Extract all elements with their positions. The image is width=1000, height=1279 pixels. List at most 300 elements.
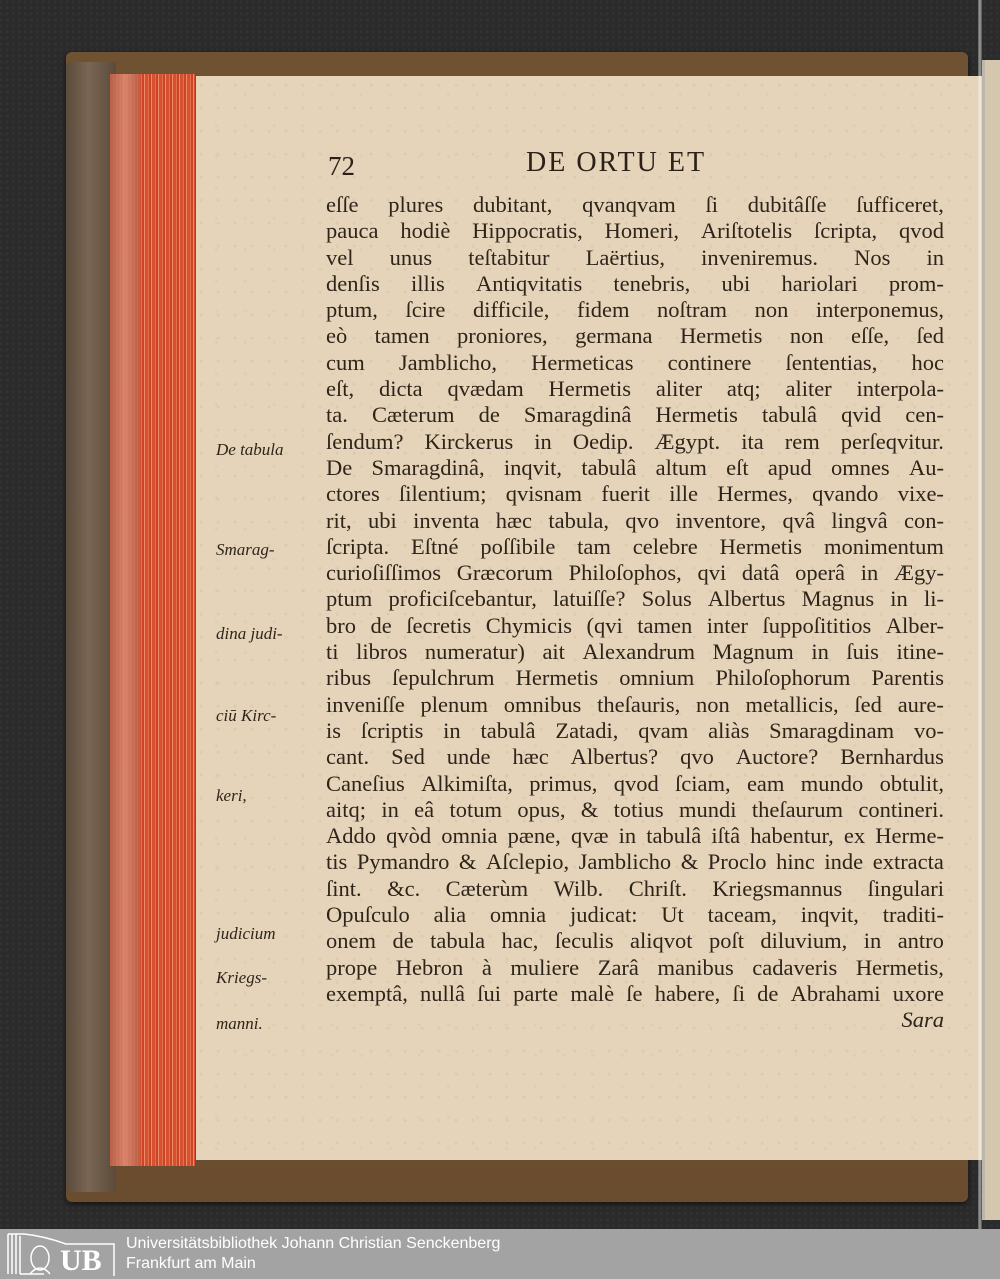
word: tamen <box>374 323 430 349</box>
word: numeratur) <box>424 639 525 665</box>
word: theſaurum <box>751 796 844 822</box>
text-line <box>326 639 944 665</box>
word: Hermetis, <box>855 954 944 980</box>
word: Zatadi, <box>555 717 619 743</box>
text-line <box>326 534 944 560</box>
text-line <box>326 297 944 323</box>
word: Homeri, <box>604 218 680 244</box>
word: unus <box>389 244 433 270</box>
word: prom- <box>888 270 944 296</box>
text-line <box>326 481 944 507</box>
word: extracta <box>872 849 944 875</box>
word: eam <box>746 770 785 796</box>
word: Aſclepio, <box>485 849 570 875</box>
word: Hermes, <box>717 481 793 507</box>
word: vixe- <box>897 481 944 507</box>
text-line <box>326 692 944 718</box>
word: inqvit, <box>800 902 859 928</box>
word: in <box>926 244 944 270</box>
word: ſendum? <box>326 428 404 454</box>
word: ſi <box>705 192 719 217</box>
word: ſi <box>732 980 745 1006</box>
word: curioſiſſimos <box>326 560 441 586</box>
word: inveniremus. <box>701 244 818 270</box>
word: De <box>326 454 353 480</box>
word: ſilentium; <box>399 481 487 507</box>
word: Chriſt. <box>628 875 687 901</box>
word: qvando <box>812 481 879 507</box>
word: unde <box>446 744 491 770</box>
word: ſed <box>916 323 944 349</box>
word: qvisnam <box>505 481 583 507</box>
word: omnes <box>830 454 890 480</box>
word: Kriegsmannus <box>712 875 843 901</box>
word: ſepulchrum <box>392 665 495 691</box>
marginal-note: ciū Kirc- <box>216 706 277 725</box>
word: Solus <box>641 586 692 612</box>
word: contineri. <box>858 796 944 822</box>
word: rit, <box>326 507 352 533</box>
word: aliter <box>655 376 703 402</box>
word: tabulâ <box>646 823 702 849</box>
word: parte <box>513 980 559 1006</box>
word: Smaragdinam <box>769 717 895 743</box>
text-line <box>326 323 944 349</box>
word: atq; <box>726 376 761 402</box>
text-line <box>326 245 944 271</box>
word: aitq; <box>326 796 366 822</box>
word: Magnum <box>712 639 794 665</box>
word: ſingulari <box>867 875 944 901</box>
word: de <box>370 612 392 638</box>
word: ſeculis <box>554 928 614 954</box>
word: Laërtius, <box>585 244 665 270</box>
word: iſtâ <box>711 823 741 849</box>
word: habentur, <box>750 823 834 849</box>
word: continere <box>667 349 752 375</box>
word: ſcriptis <box>360 717 424 743</box>
word: totius <box>613 796 664 822</box>
word: Albertus? <box>570 744 659 770</box>
word: aliter <box>785 376 832 402</box>
word: qvâ <box>782 507 815 533</box>
word: Ægypt. <box>654 428 721 454</box>
word: noſtram <box>657 297 728 323</box>
word: ſciam, <box>675 770 731 796</box>
word: ſecretis <box>406 612 472 638</box>
word: Pymandro <box>356 849 450 875</box>
word: inde <box>824 849 864 875</box>
text-line <box>326 455 944 481</box>
word: ait <box>542 639 565 665</box>
word: Hermetis <box>548 376 632 402</box>
word: Kirckerus <box>424 428 514 454</box>
word: con- <box>903 507 944 533</box>
text-line <box>326 902 944 928</box>
word: Hippocratis, <box>472 218 583 244</box>
text-line <box>326 665 944 691</box>
word: Albertus <box>707 586 786 612</box>
word: datâ <box>741 560 780 586</box>
word: fuerit <box>601 481 651 507</box>
word: ti <box>326 639 339 665</box>
word: Wilb. <box>553 875 604 901</box>
word: eſt <box>726 454 749 480</box>
word: in <box>443 717 461 743</box>
page-header <box>196 147 982 187</box>
word: qvi <box>697 560 727 586</box>
word: eò <box>326 323 348 349</box>
word: ptum <box>326 586 373 612</box>
word: ſcripta, <box>813 218 878 244</box>
word: in <box>860 560 879 586</box>
word: Alexandrum <box>582 639 695 665</box>
word: Cæterùm <box>445 875 529 901</box>
word: Abrahami <box>790 980 881 1006</box>
word: ille <box>669 481 699 507</box>
text-line <box>326 192 944 218</box>
word: ptum, <box>326 297 378 323</box>
word: &c. <box>387 875 421 901</box>
word: non <box>695 691 730 717</box>
word: & <box>580 796 599 822</box>
text-line <box>326 218 944 244</box>
word: in <box>534 428 552 454</box>
word: totum <box>449 796 502 822</box>
word: taceam, <box>707 902 777 928</box>
word: aliqvot <box>630 928 693 954</box>
word: qvòd <box>386 823 432 849</box>
word: ſe <box>626 980 643 1006</box>
word: libros <box>356 639 408 665</box>
text-line <box>326 849 944 875</box>
word: ſufficeret, <box>856 192 944 217</box>
text-line <box>326 271 944 297</box>
word: omnium <box>619 665 695 691</box>
word: omnibus <box>503 691 582 717</box>
word: de <box>478 402 500 428</box>
word: non <box>754 297 789 323</box>
word: vo- <box>913 717 944 743</box>
word: tenebris, <box>613 270 691 296</box>
word: cum <box>326 349 365 375</box>
word: opus, <box>517 796 566 822</box>
text-line <box>326 823 944 849</box>
body-text <box>326 192 944 1034</box>
word: pæne, <box>507 823 561 849</box>
word: ſuis <box>846 639 879 665</box>
word: eſt, <box>326 376 355 402</box>
word: dubitant, <box>472 192 553 217</box>
word: primus, <box>529 770 598 796</box>
text-line <box>326 955 944 981</box>
word: Au- <box>908 454 944 480</box>
word: Philoſophorum <box>715 665 851 691</box>
word: Hebron <box>395 954 464 980</box>
marginal-note: keri, <box>216 786 247 805</box>
word: denſis <box>326 270 380 296</box>
word: qvod <box>613 770 659 796</box>
word: in <box>381 796 399 822</box>
word: poſt <box>708 928 744 954</box>
word: in <box>618 823 637 849</box>
word: alia <box>433 902 467 928</box>
word: Antiqvitatis <box>475 270 583 296</box>
word: illis <box>410 270 445 296</box>
word: hariolari <box>781 270 858 296</box>
word: hodiè <box>400 218 451 244</box>
word: Bernhardus <box>840 744 944 770</box>
word: inventa <box>413 507 480 533</box>
text-line <box>326 350 944 376</box>
word: eâ <box>414 796 435 822</box>
word: theſauris, <box>597 691 681 717</box>
ub-logo-icon <box>4 1232 116 1276</box>
word: Chymicis <box>485 612 572 638</box>
word: hac, <box>501 928 539 954</box>
word: Cæterum <box>371 402 455 428</box>
svg-text:UB: UB <box>60 1244 102 1276</box>
word: ubi <box>368 507 397 533</box>
library-footer <box>0 1229 1000 1279</box>
word: proficiſcebantur, <box>388 586 537 612</box>
word: ctores <box>326 481 380 507</box>
word: Herme- <box>875 823 944 849</box>
word: Alkimiſta, <box>421 770 513 796</box>
word: teſtabitur <box>468 244 550 270</box>
marginal-note: manni. <box>216 1014 263 1033</box>
word: aure- <box>897 691 944 717</box>
word: Auctore? <box>735 744 819 770</box>
word: apud <box>767 454 812 480</box>
word: hæc <box>495 507 532 533</box>
book-spine-edge <box>66 62 116 1192</box>
word: Alber- <box>885 612 944 638</box>
word: qvam <box>638 717 689 743</box>
word: à <box>481 954 492 980</box>
word: perſeqvitur. <box>840 428 944 454</box>
word: inventore, <box>675 507 767 533</box>
word: lingvâ <box>831 507 888 533</box>
word: Zarâ <box>597 954 639 980</box>
word: Hermeticas <box>531 349 634 375</box>
text-line <box>326 402 944 428</box>
word: itine- <box>896 639 944 665</box>
word: tabulâ <box>762 402 818 428</box>
word: & <box>680 849 699 875</box>
word: eſſe, <box>850 323 890 349</box>
text-line <box>326 797 944 823</box>
catchword-text: Sara <box>901 1007 944 1033</box>
marginal-note: judicium <box>216 924 276 943</box>
word: rem <box>784 428 820 454</box>
word: monimentum <box>823 533 944 559</box>
word: Hermetis <box>515 665 599 691</box>
word: difficile, <box>472 297 550 323</box>
word: exemptâ, <box>326 980 408 1006</box>
text-line <box>326 718 944 744</box>
text-line <box>326 376 944 402</box>
word: non <box>789 323 824 349</box>
word: mundi <box>678 796 737 822</box>
word: bro <box>326 612 356 638</box>
word: ſententias, <box>785 349 878 375</box>
word: de <box>757 980 779 1006</box>
word: Eſtné <box>410 533 459 559</box>
text-line <box>326 981 944 1007</box>
word: Ægy- <box>893 560 944 586</box>
word: li- <box>924 586 944 612</box>
word: ribus <box>326 665 371 691</box>
word: Hermetis <box>655 402 738 428</box>
word: germana <box>575 323 653 349</box>
word: eſſe <box>326 192 359 217</box>
word: tamen <box>637 612 693 638</box>
word: ſuppoſititios <box>762 612 872 638</box>
word: tabulâ <box>480 717 536 743</box>
text-line <box>326 876 944 902</box>
word: & <box>458 849 477 875</box>
word: prope <box>326 954 378 980</box>
word: in <box>890 586 908 612</box>
text-line <box>326 613 944 639</box>
word: diluvium, <box>760 928 848 954</box>
word: ſint. <box>326 875 362 901</box>
text-line <box>326 744 944 770</box>
word: Addo <box>326 823 376 849</box>
facing-page-edge <box>982 60 1000 1220</box>
word: de <box>392 928 414 954</box>
word: ex <box>843 823 866 849</box>
word: interpola- <box>856 376 944 402</box>
word: ſed <box>854 691 882 717</box>
word: Græcorum <box>456 560 553 586</box>
page-number: 72 <box>328 151 355 181</box>
institution-name: Universitätsbibliothek Johann Christian Senckenberg <box>126 1235 501 1252</box>
catchword <box>326 1007 944 1033</box>
word: dubitâſſe <box>747 192 827 217</box>
word: tabula <box>430 928 486 954</box>
word: operâ <box>795 560 846 586</box>
word: inter <box>706 612 748 638</box>
marginal-note: dina judi- <box>216 624 283 643</box>
word: Caneſius <box>326 770 405 796</box>
word: Smaragdinâ, <box>371 454 485 480</box>
word: fidem <box>576 297 630 323</box>
text-line <box>326 429 944 455</box>
word: interponemus, <box>815 297 944 323</box>
word: qvod <box>898 218 944 244</box>
word: in <box>811 639 829 665</box>
word: pauca <box>326 218 379 244</box>
word: plures <box>388 192 444 217</box>
word: qvo <box>680 744 714 770</box>
word: antro <box>897 928 944 954</box>
running-head: DE ORTU ET <box>526 147 707 178</box>
text-line <box>326 508 944 534</box>
word: Jamblicho <box>578 849 672 875</box>
word: onem <box>326 928 376 954</box>
word: vel <box>326 244 354 270</box>
word: qvanqvam <box>582 192 676 217</box>
word: proniores, <box>457 323 548 349</box>
institution-location: Frankfurt am Main <box>126 1255 256 1272</box>
word: aliàs <box>708 717 750 743</box>
word: traditi- <box>882 902 944 928</box>
word: in <box>863 928 882 954</box>
word: celebre <box>632 533 698 559</box>
word: judicat: <box>569 902 638 928</box>
text-line <box>326 771 944 797</box>
word: metallicis, <box>745 691 839 717</box>
word: hinc <box>776 849 815 875</box>
word: inveniſſe <box>326 691 405 717</box>
word: Opuſculo <box>326 902 410 928</box>
word: Oedip. <box>572 428 634 454</box>
word: Sed <box>391 744 425 770</box>
marginal-note: Kriegs- <box>216 968 267 987</box>
word: Parentis <box>871 665 944 691</box>
word: dicta <box>378 376 423 402</box>
marginal-note: De tabula <box>216 440 284 459</box>
word: poſſibile <box>480 533 556 559</box>
word: ſui <box>477 980 501 1006</box>
word: cen- <box>905 402 944 428</box>
word: mundo <box>800 770 864 796</box>
word: uxore <box>892 980 944 1006</box>
word: tabula, <box>548 507 609 533</box>
word: habere, <box>654 980 721 1006</box>
marginal-note: Smarag- <box>216 540 275 559</box>
word: latuiſſe? <box>553 586 626 612</box>
word: qvæ <box>570 823 609 849</box>
red-page-edges-shadow <box>110 74 140 1166</box>
word: qvo <box>625 507 660 533</box>
word: obtulit, <box>879 770 944 796</box>
word: nullâ <box>420 980 466 1006</box>
word: is <box>326 717 342 743</box>
word: tis <box>326 849 348 875</box>
word: hæc <box>512 744 549 770</box>
word: Philoſophos, <box>568 560 682 586</box>
word: cadaveris <box>752 954 838 980</box>
word: altum <box>655 454 707 480</box>
word: Smaragdinâ <box>523 402 632 428</box>
word: Nos <box>854 244 891 270</box>
word: ita <box>741 428 764 454</box>
word: Hermetis <box>719 533 803 559</box>
word: manibus <box>657 954 734 980</box>
word: ſcripta. <box>326 533 390 559</box>
word: Ut <box>661 902 684 928</box>
text-line <box>326 560 944 586</box>
word: Magnus <box>801 586 875 612</box>
word: muliere <box>510 954 580 980</box>
word: tabulâ <box>581 454 637 480</box>
word: qvædam <box>447 376 524 402</box>
word: Jamblicho, <box>398 349 497 375</box>
word: Proclo <box>707 849 767 875</box>
word: ſcire <box>405 297 446 323</box>
word: omnia <box>489 902 547 928</box>
text-line <box>326 586 944 612</box>
word: tam <box>577 533 611 559</box>
word: qvid <box>841 402 882 428</box>
word: cant. <box>326 744 370 770</box>
word: ta. <box>326 402 348 428</box>
text-line <box>326 928 944 954</box>
word: ubi <box>721 270 751 296</box>
